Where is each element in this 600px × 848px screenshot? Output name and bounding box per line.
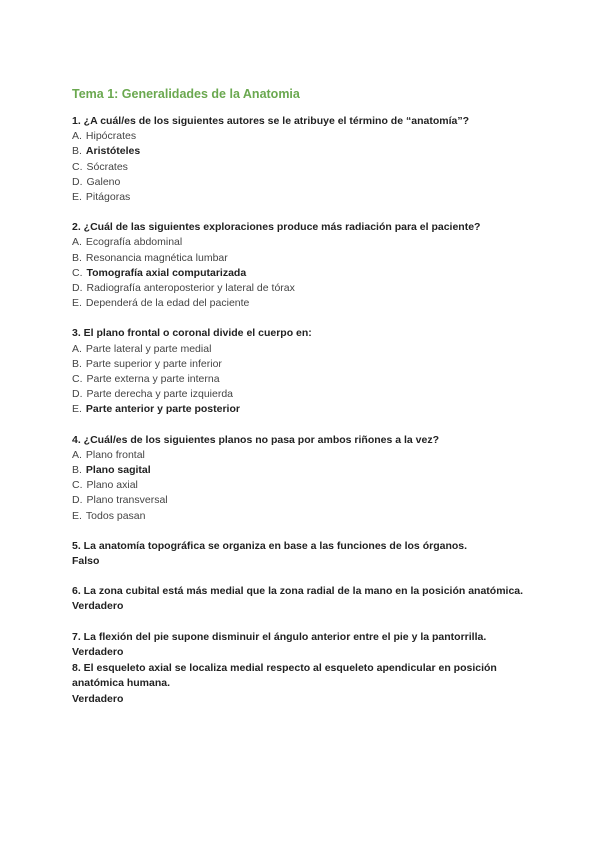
option-text: Pitágoras bbox=[85, 191, 131, 204]
option-letter: B. bbox=[72, 145, 82, 158]
option-letter: D. bbox=[72, 494, 83, 507]
page-title: Tema 1: Generalidades de la Anatomia bbox=[72, 87, 300, 101]
correct-option bbox=[72, 463, 542, 478]
answer-option bbox=[72, 281, 542, 296]
option-text: Parte superior y parte inferior bbox=[85, 357, 222, 370]
answer-option bbox=[72, 251, 542, 266]
answer-option bbox=[72, 129, 542, 144]
statement-text: 5. La anatomía topográfica se organiza en base a las funciones de los órganos. bbox=[72, 539, 468, 552]
question-text: 2. ¿Cuál de las siguientes exploraciones produce más radiación para el paciente? bbox=[72, 221, 481, 234]
question-text: 1. ¿A cuál/es de los siguientes autores se le atribuye el término de “anatomía”? bbox=[72, 115, 469, 127]
option-text: Parte externa y parte interna bbox=[86, 373, 220, 386]
option-letter: C. bbox=[72, 266, 83, 279]
option-letter: D. bbox=[72, 175, 83, 188]
correct-option bbox=[72, 266, 542, 281]
answer-option bbox=[72, 509, 542, 524]
option-text: Sócrates bbox=[86, 160, 128, 173]
question-text: 3. El plano frontal o coronal divide el cuerpo en: bbox=[72, 327, 312, 340]
statement-answer: Verdadero bbox=[72, 600, 124, 613]
option-letter: A. bbox=[72, 236, 82, 249]
option-text: Resonancia magnética lumbar bbox=[85, 251, 228, 264]
option-letter: E. bbox=[72, 191, 82, 204]
option-letter: D. bbox=[72, 388, 83, 401]
option-text: Parte anterior y parte posterior bbox=[85, 403, 240, 416]
question-block bbox=[72, 114, 542, 205]
option-letter: B. bbox=[72, 251, 82, 264]
statement-text: 6. La zona cubital está más medial que la zona radial de la mano en la posición anatómica. bbox=[72, 585, 524, 598]
option-letter: A. bbox=[72, 130, 82, 143]
answer-option bbox=[72, 448, 542, 463]
answer-option bbox=[72, 387, 542, 402]
statement-text: 8. El esqueleto axial se localiza medial respecto al esqueleto apendicular en posición anatómica humana. bbox=[72, 662, 497, 690]
option-text: Plano frontal bbox=[85, 448, 145, 461]
option-letter: D. bbox=[72, 282, 83, 295]
statement-block bbox=[72, 584, 542, 614]
option-text: Ecografía abdominal bbox=[85, 236, 183, 249]
question-block bbox=[72, 220, 542, 311]
option-letter: C. bbox=[72, 479, 83, 492]
option-text: Plano transversal bbox=[86, 494, 168, 507]
correct-option bbox=[72, 402, 542, 417]
question-block bbox=[72, 433, 542, 524]
option-text: Todos pasan bbox=[85, 509, 146, 522]
answer-option bbox=[72, 235, 542, 250]
option-letter: E. bbox=[72, 509, 82, 522]
option-text: Aristóteles bbox=[85, 145, 141, 158]
option-text: Tomografía axial computarizada bbox=[86, 266, 247, 279]
answer-option bbox=[72, 160, 542, 175]
answer-option bbox=[72, 372, 542, 387]
answer-option bbox=[72, 190, 542, 205]
statement-answer: Verdadero bbox=[72, 645, 124, 658]
option-letter: E. bbox=[72, 403, 82, 416]
option-letter: B. bbox=[72, 357, 82, 370]
option-text: Radiografía anteroposterior y lateral de tórax bbox=[86, 282, 295, 295]
option-letter: C. bbox=[72, 373, 83, 386]
option-letter: E. bbox=[72, 297, 82, 310]
statement-answer: Verdadero bbox=[72, 692, 124, 705]
statement-block bbox=[72, 661, 542, 707]
option-letter: B. bbox=[72, 464, 82, 477]
option-text: Plano axial bbox=[86, 479, 138, 492]
option-letter: A. bbox=[72, 448, 82, 461]
correct-option bbox=[72, 144, 542, 159]
option-text: Dependerá de la edad del paciente bbox=[85, 297, 250, 310]
multiple-choice-section bbox=[72, 114, 542, 524]
option-text: Hipócrates bbox=[85, 130, 137, 143]
answer-option bbox=[72, 175, 542, 190]
answer-option bbox=[72, 478, 542, 493]
answer-option bbox=[72, 357, 542, 372]
option-text: Galeno bbox=[86, 175, 121, 188]
answer-option bbox=[72, 493, 542, 508]
statement-block bbox=[72, 630, 542, 660]
statement-block bbox=[72, 539, 542, 569]
true-false-section bbox=[72, 539, 542, 707]
option-letter: A. bbox=[72, 342, 82, 355]
document-page bbox=[72, 86, 542, 722]
option-letter: C. bbox=[72, 160, 83, 173]
question-text: 4. ¿Cuál/es de los siguientes planos no pasa por ambos riñones a la vez? bbox=[72, 433, 440, 446]
statement-text: 7. La flexión del pie supone disminuir el ángulo anterior entre el pie y la pantorrilla. bbox=[72, 630, 487, 643]
option-text: Parte lateral y parte medial bbox=[85, 342, 212, 355]
option-text: Parte derecha y parte izquierda bbox=[86, 388, 234, 401]
question-block bbox=[72, 326, 542, 417]
statement-answer: Falso bbox=[72, 555, 100, 568]
answer-option bbox=[72, 342, 542, 357]
answer-option bbox=[72, 296, 542, 311]
option-text: Plano sagital bbox=[85, 464, 151, 477]
